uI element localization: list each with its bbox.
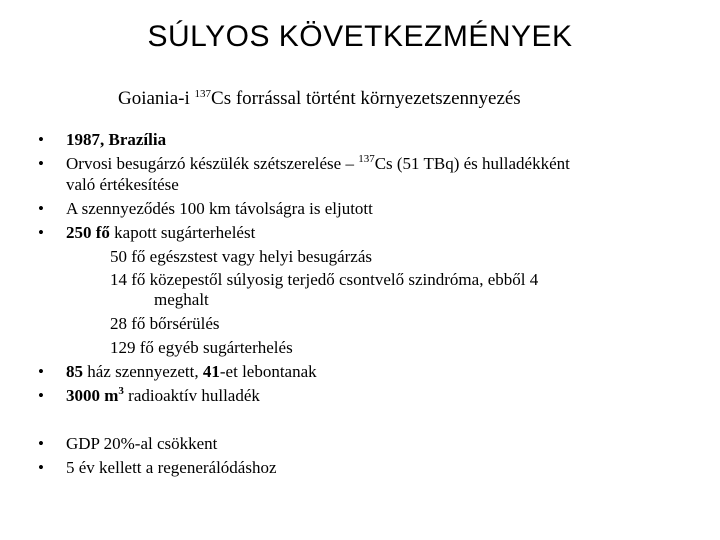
bullet-marker: •: [38, 434, 44, 453]
item-text: radioaktív hulladék: [123, 386, 260, 405]
item-superscript: 3: [118, 385, 124, 397]
subtitle-superscript: 137: [194, 88, 212, 100]
item-bold-text: 3000 m: [66, 386, 119, 405]
item-bold-text: 1987, Brazília: [66, 130, 167, 149]
item-bold-text: 41: [202, 362, 220, 381]
bullet-marker: •: [38, 199, 44, 218]
item-text: 5 év kellett a regenerálódáshoz: [66, 458, 277, 477]
item-text: A szennyeződés 100 km távolságra is eljutott: [66, 199, 373, 218]
item-text: kapott sugárterhelést: [109, 223, 256, 242]
bullet-marker: •: [38, 154, 44, 173]
subtitle-text-before: Goiania-i: [118, 88, 195, 109]
item-bold-text: 85: [66, 362, 83, 381]
item-text: Orvosi besugárzó készülék szétszerelése –: [66, 154, 359, 173]
item-text: GDP 20%-al csökkent: [66, 434, 218, 453]
bullet-marker: •: [38, 386, 44, 405]
item-text: ház szennyezett,: [83, 362, 203, 381]
subtitle-text-after: Cs forrással történt környezetszennyezés: [211, 88, 521, 109]
slide-title: SÚLYOS KÖVETKEZMÉNYEK: [147, 20, 573, 53]
bullet-marker: •: [38, 458, 44, 477]
sub-item-text: meghalt: [154, 290, 209, 309]
bullet-marker: •: [38, 362, 44, 381]
bullet-marker: •: [38, 130, 44, 149]
item-text: Cs (51 TBq) és hulladékként: [374, 154, 570, 173]
item-text: -et lebontanak: [219, 362, 317, 381]
item-bold-text: 250 fő: [66, 223, 110, 242]
slide-subtitle: [118, 88, 521, 110]
sub-item-text: 50 fő egészstest vagy helyi besugárzás: [110, 247, 372, 266]
sub-item-text: 129 fő egyéb sugárterhelés: [110, 338, 293, 357]
item-text: való értékesítése: [66, 175, 179, 194]
sub-item-text: 28 fő bőrsérülés: [110, 314, 220, 333]
item-superscript: 137: [358, 153, 375, 165]
sub-item-text: 14 fő közepestől súlyosig terjedő csontvelő szindróma, ebből 4: [110, 270, 539, 289]
bullet-marker: •: [38, 223, 44, 242]
